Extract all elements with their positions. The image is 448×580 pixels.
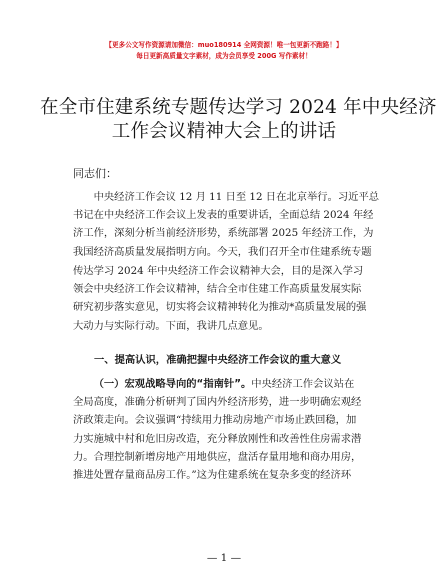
text-line: 传达学习 2024 年中央经济工作会议精神大会，目的是深入学习: [73, 265, 364, 277]
text-line: 中央经济工作会议 12 月 11 日至 12 日在北京举行。习近平总: [93, 191, 380, 203]
text-line: 推进处置存量商品房工作。”这为住建系统在复杂多变的经济环: [73, 469, 352, 482]
text-line: 济政策走向。会议强调“持续用力推动房地产市场止跌回稳，加: [73, 414, 357, 427]
subsection-title: （一）宏观战略导向的“指南针”。: [93, 378, 252, 390]
greeting: 同志们：: [73, 167, 117, 180]
document-title: [40, 96, 437, 144]
paragraph-1: [73, 188, 391, 261]
text-line: 我国经济高质量发展指明方向。今天，我们召开全市住建系统专题: [73, 245, 372, 258]
section-heading-1: 一、提高认识，准确把握中央经济工作会议的重大意义: [94, 354, 342, 366]
text-line: 力实施城中村和危旧房改造，充分释放刚性和改善性住房需求潜: [73, 432, 362, 445]
paragraph-3: [73, 375, 391, 484]
title-line-2: 工作会议精神大会上的讲话: [111, 121, 337, 142]
text-fragment: 中央经济工作会议站在: [251, 378, 355, 390]
paragraph-2: [73, 262, 391, 335]
text-line: 研究初步落实意见，切实将会议精神转化为推动*高质量发展的强: [73, 301, 367, 314]
text-line: 领会中央经济工作会议精神，结合全市住建工作高质量发展实际: [73, 283, 362, 296]
text-line: [73, 375, 391, 393]
text-line: 力。合理控制新增房地产用地供应，盘活存量用地和商办用房，: [73, 450, 362, 463]
text-line: 书记在中央经济工作会议上发表的重要讲话，全面总结 2024 年经: [73, 209, 374, 222]
promo-line-1: 【更多公文写作资源请加微信：muo180914 全网资源！唯一包更新不跑路！】: [105, 41, 343, 49]
promo-banner: [0, 40, 448, 62]
text-line: 大动力与实际行动。下面，我讲几点意见。: [73, 319, 269, 332]
text-line: 济工作，深刻分析当前经济形势，系统部署 2025 年经济工作，为: [73, 227, 374, 240]
text-line: 全局高度，准确分析研判了国内外经济形势，进一步明确宏观经: [73, 396, 362, 409]
promo-line-2: 每日更新高质量文字素材，成为会员享受 200G 写作素材！: [136, 52, 312, 60]
title-line-1: 在全市住建系统专题传达学习 2024 年中央经济: [40, 97, 437, 118]
page-number: — 1 —: [206, 552, 242, 564]
